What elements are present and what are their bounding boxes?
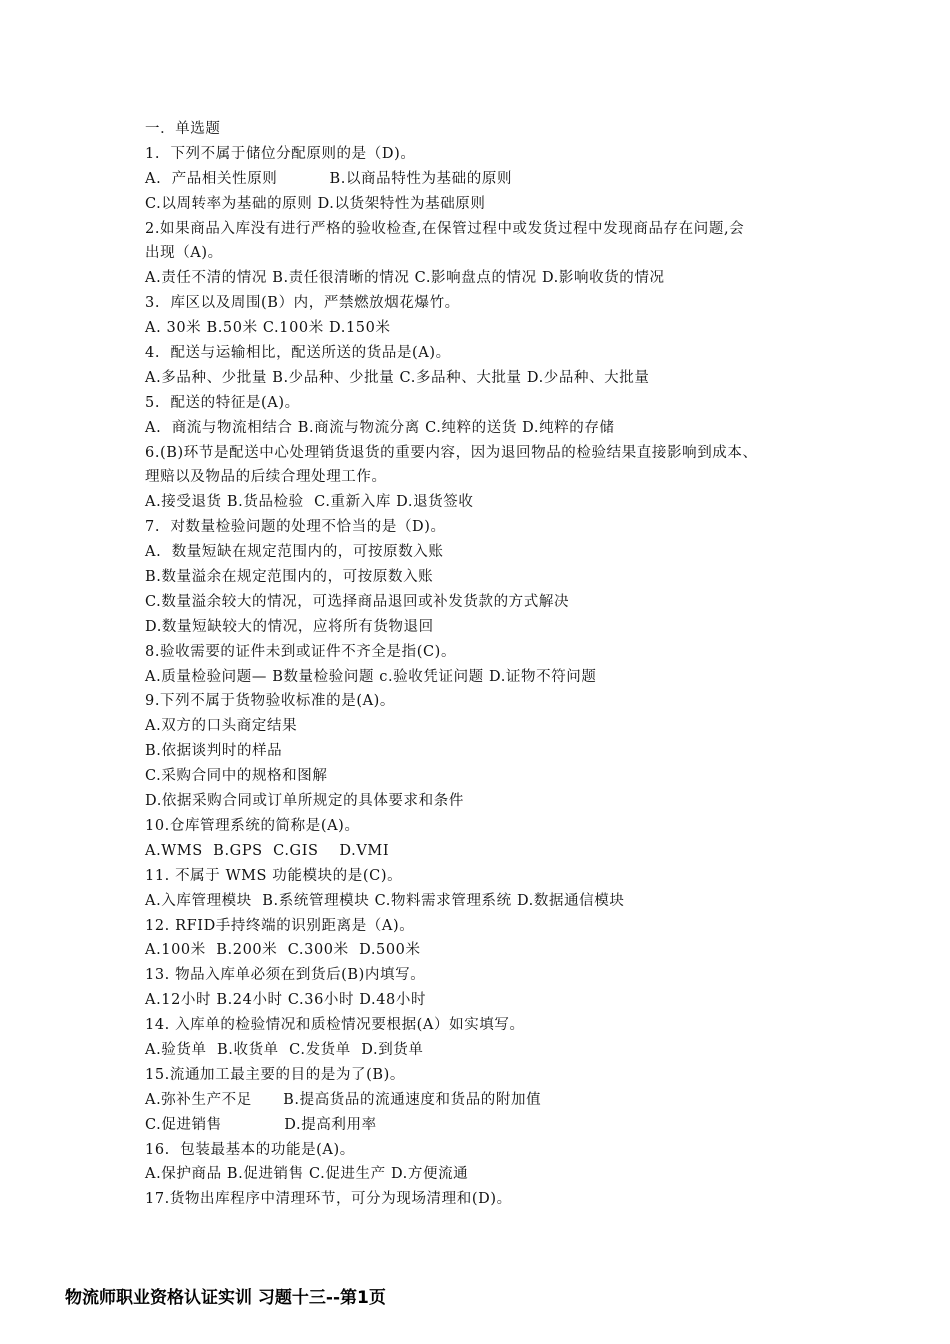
text-line: C.数量溢余较大的情况，可选择商品退回或补发货款的方式解决: [145, 593, 570, 610]
text-line: 13. 物品入库单必须在到货后(B)内填写。: [145, 967, 426, 984]
text-line: 1. 下列不属于储位分配原则的是（D)。: [145, 145, 416, 162]
text-line: 8.验收需要的证件未到或证件不齐全是指(C)。: [145, 643, 457, 660]
text-line: A.验货单 B.收货单 C.发货单 D.到货单: [145, 1041, 424, 1058]
text-line: A.12小时 B.24小时 C.36小时 D.48小时: [145, 992, 427, 1009]
text-line: 16. 包装最基本的功能是(A)。: [145, 1141, 355, 1158]
text-line: A.接受退货 B.货品检验 C.重新入库 D.退货签收: [145, 494, 474, 511]
text-line: 3. 库区以及周围(B）内，严禁燃放烟花爆竹。: [145, 295, 460, 312]
text-line: C.以周转率为基础的原则 D.以货架特性为基础原则: [145, 195, 486, 212]
page-footer: 物流师职业资格认证实训 习题十三--第1页: [65, 1288, 386, 1308]
text-line: A.多品种、少批量 B.少品种、少批量 C.多品种、大批量 D.少品种、大批量: [145, 369, 650, 386]
text-line: D.数量短缺较大的情况，应将所有货物退回: [145, 618, 434, 635]
text-line: 6.(B)环节是配送中心处理销货退货的重要内容，因为退回物品的检验结果直接影响到成本、: [145, 444, 758, 461]
text-line: 理赔以及物品的后续合理处理工作。: [145, 469, 387, 486]
text-line: 2.如果商品入库没有进行严格的验收检查,在保管过程中或发货过程中发现商品存在问题,会: [145, 220, 745, 237]
text-line: 11. 不属于 WMS 功能模块的是(C)。: [145, 867, 403, 884]
text-line: 17.货物出库程序中清理环节，可分为现场清理和(D)。: [145, 1191, 512, 1208]
text-line: 9.下列不属于货物验收标准的是(A)。: [145, 693, 396, 710]
text-line: D.依据采购合同或订单所规定的具体要求和条件: [145, 793, 464, 810]
text-line: B.依据谈判时的样品: [145, 743, 283, 760]
text-line: A.质量检验问题— B数量检验问题 c.验收凭证问题 D.证物不符问题: [145, 668, 597, 685]
text-line: 14. 入库单的检验情况和质检情况要根据(A）如实填写。: [145, 1017, 525, 1034]
text-line: 15.流通加工最主要的目的是为了(B)。: [145, 1066, 406, 1083]
text-line: A.WMS B.GPS C.GIS D.VMI: [145, 842, 390, 859]
text-line: C.采购合同中的规格和图解: [145, 768, 328, 785]
text-line: A.双方的口头商定结果: [145, 718, 298, 735]
text-line: A. 数量短缺在规定范围内的，可按原数入账: [145, 544, 444, 561]
text-line: 7. 对数量检验问题的处理不恰当的是（D)。: [145, 519, 446, 536]
text-line: A.100米 B.200米 C.300米 D.500米: [145, 942, 421, 959]
text-line: 出现（A)。: [145, 245, 223, 262]
text-line: 4. 配送与运输相比，配送所送的货品是(A)。: [145, 345, 451, 362]
text-line: 5. 配送的特征是(A)。: [145, 394, 300, 411]
text-line: C.促进销售 D.提高利用率: [145, 1116, 377, 1133]
text-line: 一．单选题: [145, 121, 221, 137]
text-line: A.弥补生产不足 B.提高货品的流通速度和货品的附加值: [145, 1091, 542, 1108]
text-line: 12. RFID手持终端的识别距离是（A)。: [145, 917, 415, 934]
text-line: A.入库管理模块 B.系统管理模块 C.物料需求管理系统 D.数据通信模块: [145, 892, 625, 909]
text-line: A. 产品相关性原则 B.以商品特性为基础的原则: [145, 170, 513, 187]
text-line: A. 30米 B.50米 C.100米 D.150米: [145, 320, 391, 337]
text-line: A.保护商品 B.促进销售 C.促进生产 D.方便流通: [145, 1166, 469, 1183]
text-line: B.数量溢余在规定范围内的，可按原数入账: [145, 569, 434, 586]
document-body: [145, 117, 825, 1212]
text-line: 10.仓库管理系统的简称是(A)。: [145, 817, 360, 834]
text-line: A. 商流与物流相结合 B.商流与物流分离 C.纯粹的送货 D.纯粹的存储: [145, 419, 615, 436]
text-line: A.责任不清的情况 B.责任很清晰的情况 C.影响盘点的情况 D.影响收货的情况: [145, 270, 665, 287]
